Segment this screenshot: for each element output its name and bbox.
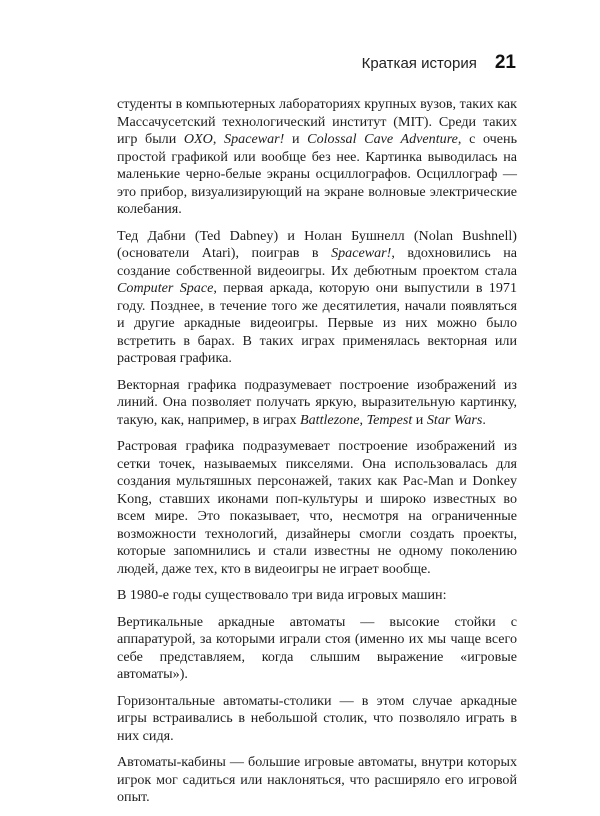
text-run: Вертикальные аркадные автоматы — высокие стойки с аппаратурой, за которыми играли стоя (именно их мы чаще всего себе представляем, когда слышим выражение «игровые автоматы»). bbox=[117, 613, 517, 682]
italic-title: Tempest bbox=[366, 411, 413, 428]
text-run: и bbox=[412, 411, 427, 428]
italic-title: Computer Space bbox=[117, 280, 214, 296]
italic-title: Star Wars bbox=[426, 411, 483, 428]
paragraph bbox=[117, 754, 517, 807]
section-title: Краткая история bbox=[361, 55, 477, 72]
text-run: , bbox=[359, 411, 367, 428]
text-run: , первая аркада, которую они выпустили в 1971 году. Позднее, в течение того же десятилетия, начали появляться и другие аркадные видеоигры. Первые из них можно было встретить в барах. В таких играх применялась векторная или растровая графика. bbox=[117, 280, 517, 366]
page-number: 21 bbox=[494, 52, 516, 73]
text-run: Автоматы-кабины — большие игровые автоматы, внутри которых игрок мог садиться или наклоняться, что расширяло его игровой опыт. bbox=[117, 754, 517, 805]
italic-title: Spacewar! bbox=[331, 245, 392, 261]
body-text bbox=[117, 96, 517, 816]
paragraph bbox=[117, 377, 517, 430]
text-run: Растровая графика подразумевает построение изображений из сетки точек, называемых пикселями. Она использовалась для создания мультяшных персонажей, таких как Pac-Man и Donkey Kong, ставших иконами поп-культуры и широко известных во всем мире. Это показывает, что, несмотря на ограниченные возможности технологий, дизайнеры смогли создать проекты, которые запомнились и стали известны не одному поколению людей, даже тех, кто в видеоигры не играет вообще. bbox=[117, 438, 517, 577]
italic-title: Colossal Cave Adventure bbox=[307, 131, 458, 147]
text-run: , bbox=[212, 131, 225, 147]
text-run: студенты в компьютерных лабораториях крупных вузов, таких как Массачусетский технологический институт (MIT). Среди таких игр были bbox=[117, 96, 517, 147]
paragraph bbox=[117, 614, 517, 684]
paragraph bbox=[117, 587, 517, 605]
text-run: , с очень простой графикой или вообще без нее. Картинка выводилась на маленькие черно-белые экраны осциллографов. Осциллограф — это прибор, визуализирующий на экране волновые электрические колебания. bbox=[117, 131, 517, 217]
paragraph bbox=[117, 96, 517, 219]
text-run: В 1980-е годы существовало три вида игровых машин: bbox=[117, 587, 447, 603]
text-run: Горизонтальные автоматы-столики — в этом случае аркадные игры встраивались в небольшой столик, что позволяло играть в них сидя. bbox=[117, 692, 517, 744]
text-run: и bbox=[284, 131, 308, 147]
paragraph bbox=[117, 438, 517, 578]
text-run: , вдохновились на создание собственной видеоигры. Их дебютным проектом стала bbox=[117, 245, 517, 279]
text-run: Тед Дабни (Ted Dabney) и Нолан Бушнелл (Nolan Bushnell) (основатели Atari), поиграв в bbox=[117, 227, 517, 261]
running-head bbox=[362, 52, 516, 74]
italic-title: Battlezone bbox=[300, 411, 360, 428]
italic-title: OXO bbox=[183, 131, 213, 147]
italic-title: Spacewar! bbox=[224, 131, 285, 147]
text-run: . bbox=[482, 411, 486, 428]
paragraph bbox=[117, 693, 517, 746]
paragraph bbox=[117, 228, 517, 368]
text-run: Векторная графика подразумевает построение изображений из линий. Она позволяет получать яркую, выразительную картинку, такую, как, например, в играх bbox=[117, 376, 517, 428]
